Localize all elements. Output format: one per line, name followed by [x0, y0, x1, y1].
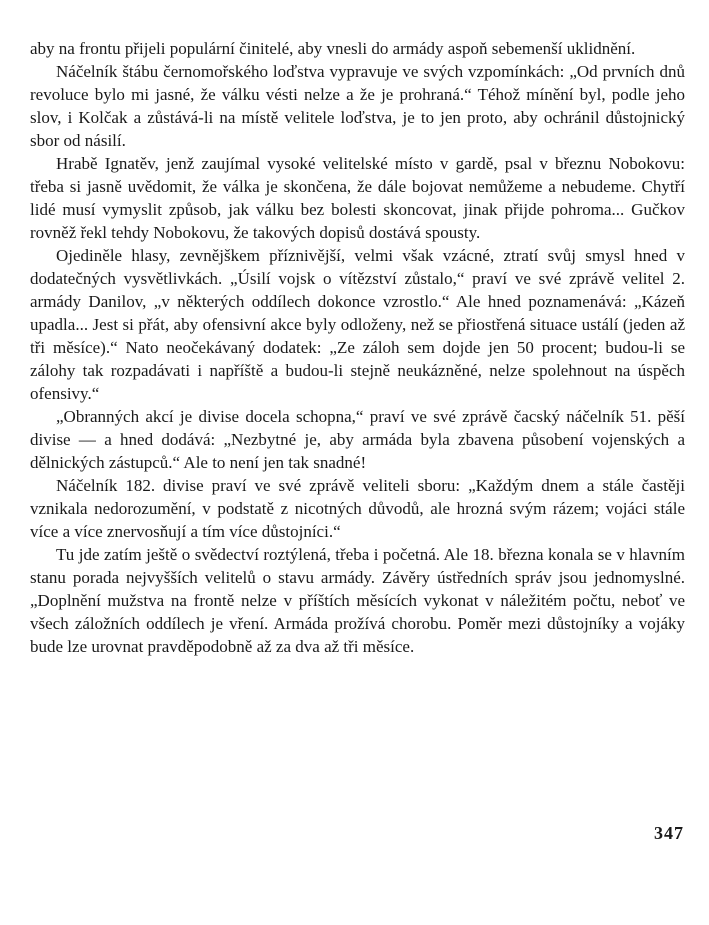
- paragraph-6: Náčelník 182. divise praví ve své zprávě veliteli sboru: „Každým dnem a stále častěji vznikala nedorozumění, v podstatě z nicotných důvodů, ale hrozná svým rázem; vojáci stále více a více znervosňují a tím více důstojníci.“: [30, 476, 685, 541]
- paragraph-3: Hrabě Ignatěv, jenž zaujímal vysoké velitelské místo v gardě, psal v březnu Nobokovu: třeba si jasně uvědomit, že válka je skončena, že dále bojovat nemůžeme a nebudeme. Chytří lidé musí vymyslit způsob, jak válku bez bolesti skoncovat, jinak přijde pohroma... Gučkov rovněž řekl tehdy Nobokovu, že takových dopisů dostává spousty.: [30, 154, 685, 242]
- page-body: [30, 37, 685, 658]
- page-number: 347: [654, 823, 684, 843]
- paragraph-4: Ojediněle hlasy, zevnějškem příznivější, velmi však vzácné, ztratí svůj smysl hned v dodatečných vysvětlivkách. „Úsilí vojsk o vítězství zůstalo,“ praví ve své zprávě velitel 2. armády Danilov, „v některých oddílech dokonce vzrostlo.“ Ale hned poznamenává: „Kázeň upadla... Jest si přát, aby ofensivní akce byly odloženy, než se přiostřená situace ustálí (jeden až tři měsíce).“ Nato neočekávaný dodatek: „Ze záloh sem dojde jen 50 procent; budou-li se zálohy tak rozpadávati i napříště a budou-li stejně neukázněné, nelze spolehnout na úspěch ofensivy.“: [30, 246, 685, 403]
- paragraph-2: Náčelník štábu černomořského loďstva vypravuje ve svých vzpomínkách: „Od prvních dnů revoluce bylo mi jasné, že válku vésti nelze a že je prohraná.“ Téhož mínění byl, podle jeho slov, i Kolčak a zůstává-li na místě velitele loďstva, je to jen proto, aby ochránil důstojnický sbor od násilí.: [30, 62, 685, 150]
- paragraph-5: „Obranných akcí je divise docela schopna,“ praví ve své zprávě čacský náčelník 51. pěší divise — a hned dodává: „Nezbytné je, aby armáda byla zbavena působení vojenských a dělnických zástupců.“ Ale to není jen tak snadné!: [30, 407, 685, 472]
- paragraph-1: aby na frontu přijeli populární činitelé, aby vnesli do armády aspoň sebemenší uklidnění.: [30, 39, 636, 58]
- paragraph-7: Tu jde zatím ještě o svědectví roztýlená, třeba i početná. Ale 18. března konala se v hlavním stanu porada nejvyšších velitelů o stavu armády. Závěry ústředních správ jsou jednomyslné. „Doplnění mužstva na frontě nelze v příštích měsících vykonat v náležitém počtu, neboť ve všech záložních oddílech je vření. Armáda prožívá chorobu. Poměr mezi důstojníky a vojáky bude lze urovnat pravděpodobně až za dva až tři měsíce.: [30, 545, 685, 656]
